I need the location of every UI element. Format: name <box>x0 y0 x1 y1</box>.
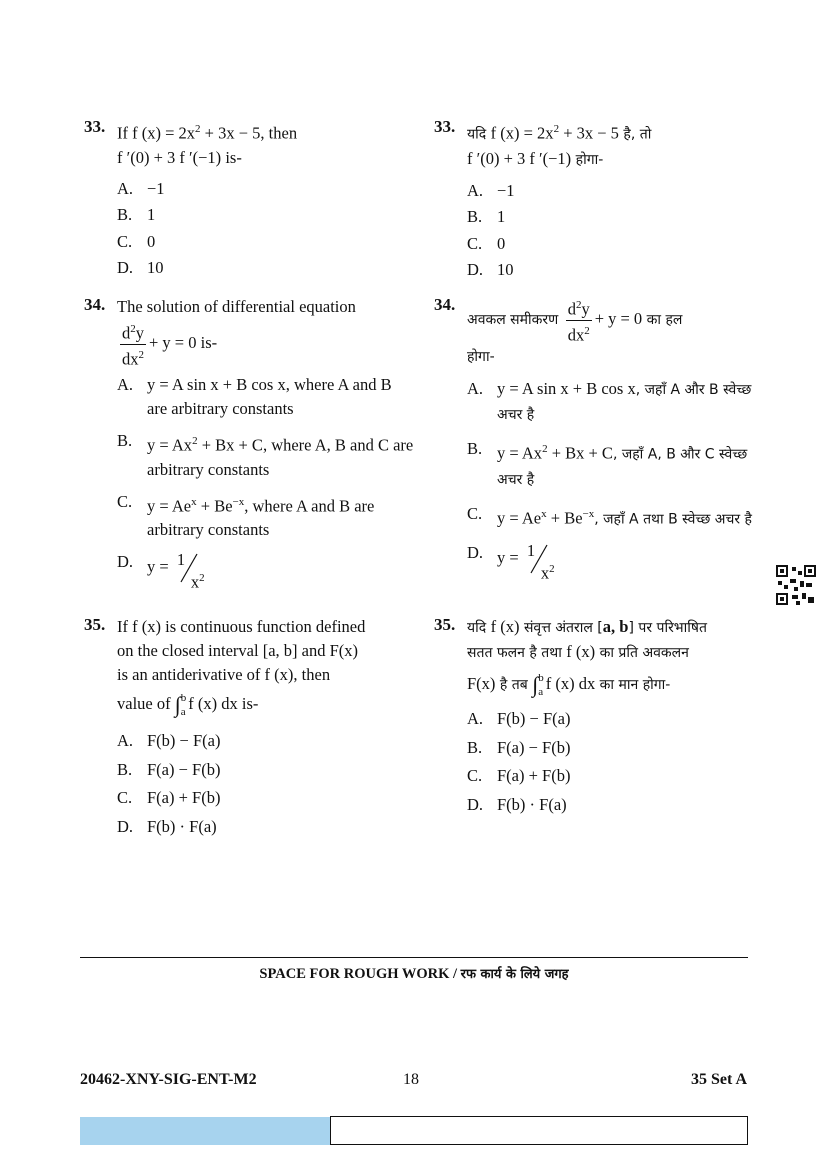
option-b: B. F(a) − F(b) <box>467 737 571 757</box>
divider <box>80 957 748 958</box>
option-d: D. y = 1 $x^2$ <box>467 541 764 577</box>
option-c: C. 0 <box>467 233 506 253</box>
option-a: A. y = A sin x + B cos x, where A and B are arbitrary constants <box>117 375 392 418</box>
integral-line: F(x) है तब ∫ b a f (x) dx का मान होगा- <box>467 672 671 698</box>
option-a: A. F(b) − F(a) <box>117 731 221 750</box>
option-b: B. $y = Ax^2 + Bx + C$, where A, B and C are arbitrary constants <box>117 431 414 479</box>
option-a: A. −1 <box>117 178 165 198</box>
question-34-en <box>84 295 414 607</box>
question-number: 34. <box>434 295 456 314</box>
integral-line: value of ∫ b a f (x) dx is- <box>117 692 259 718</box>
option-d: D. y = 1 $x^2$ <box>117 550 414 586</box>
page-number: 18 <box>403 1071 419 1088</box>
footer-color-bar <box>80 1117 330 1145</box>
english-column <box>84 117 414 841</box>
hindi-column <box>434 117 764 819</box>
option-d: D. F(b) · F(a) <box>467 794 567 814</box>
fraction: $\frac{d^2y}{dx^2}$ <box>120 319 146 369</box>
question-33-hi: 33. यदि f $(x) = 2x^2 + 3x - 5$ है, तो f ′(0) + 3 f ′(−1) होगा- A. −1 B. 1 C. 0 D. 10 <box>434 117 764 287</box>
option-b: B. 1 <box>467 207 506 226</box>
slash-fraction: 1 $x^2$ <box>176 550 205 592</box>
question-number: 33. <box>84 117 106 136</box>
option-d: D. 10 <box>117 258 164 277</box>
question-number: 35. <box>434 615 456 634</box>
option-b: B. 1 <box>117 205 156 224</box>
question-stem-line2: f ′(0) + 3 f ′(−1) is- <box>117 147 242 167</box>
option-b: B. $y = Ax^2 + Bx + C$, जहाँ A, B और C स्वेच्छ अचर है <box>467 439 748 488</box>
option-a: A. −1 <box>467 180 515 200</box>
question-stem: The solution of differential equation <box>117 297 356 316</box>
question-number: 33. <box>434 117 456 136</box>
slash-fraction: 1 $x^2$ <box>526 541 555 583</box>
question-number: 35. <box>84 615 106 634</box>
question-number: 34. <box>84 295 106 314</box>
question-stem: If f $(x) = 2x^2 + 3x - 5$, then <box>117 123 298 143</box>
qr-code-icon <box>776 565 816 605</box>
paper-code: 20462-XNY-SIG-ENT-M2 <box>80 1071 257 1088</box>
differential-equation: $\frac{d^2y}{dx^2}$ + y = 0 is- <box>117 319 414 369</box>
question-35-en: 35. If f (x) is continuous function defined on the closed interval [a, b] and F(x) is an antiderivative of f (x), then value of ∫ b a f (x) dx is- A. F(b) − F(a) B. F(a) − F(b) C. F(a) + F(b) D. F(b) · F(a) <box>84 615 414 841</box>
option-d: D. 10 <box>467 260 514 279</box>
option-c: C. F(a) + F(b) <box>467 766 571 785</box>
differential-equation: अवकल समीकरण $\frac{d^2y}{dx^2}$ + y = 0 का हल <box>467 295 764 345</box>
option-c: C. F(a) + F(b) <box>117 788 221 807</box>
option-b: B. F(a) − F(b) <box>117 759 221 779</box>
option-a: A. y = A sin x + B cos x, जहाँ A और B स्वेच्छ अचर है <box>467 379 752 423</box>
question-34-hi: 34. अवकल समीकरण $\frac{d^2y}{dx^2}$ + y = 0 का हल होगा- A. y = A sin x + B cos x, जहाँ A और B स्वेच्छ अचर है B. $y = Ax^2 + Bx + C$, जहाँ A, B और C स्वेच्छ अचर है C. $y = Ae^x + Be^{-x}$, जहाँ A तथा B स्वेच्छ अचर है D. y = 1 $x^2$ <box>434 295 764 607</box>
rough-work-label: SPACE FOR ROUGH WORK / रफ कार्य के लिये जगह <box>259 966 569 982</box>
option-c: C. $y = Ae^x + Be^{-x}$, जहाँ A तथा B स्वेच्छ अचर है <box>467 503 752 527</box>
option-d: D. F(b) · F(a) <box>117 816 217 836</box>
option-c: C. $y = Ae^x + Be^{-x}$, where A and B are arbitrary constants <box>117 491 375 539</box>
footer-box <box>330 1116 748 1145</box>
set-label: 35 Set A <box>691 1071 747 1088</box>
question-33-en <box>84 117 414 287</box>
option-c: C. 0 <box>117 231 156 251</box>
option-a: A. F(b) − F(a) <box>467 709 571 728</box>
question-35-hi: 35. यदि f (x) संवृत्त अंतराल [a, b] पर परिभाषित सतत फलन है तथा f (x) का प्रति अवकलन F(x) है तब ∫ b a f (x) dx का मान होगा- A. F(b) − F(a) B. F(a) − F(b) C. F(a) + F(b) D. F(b) · F(a) <box>434 615 764 819</box>
